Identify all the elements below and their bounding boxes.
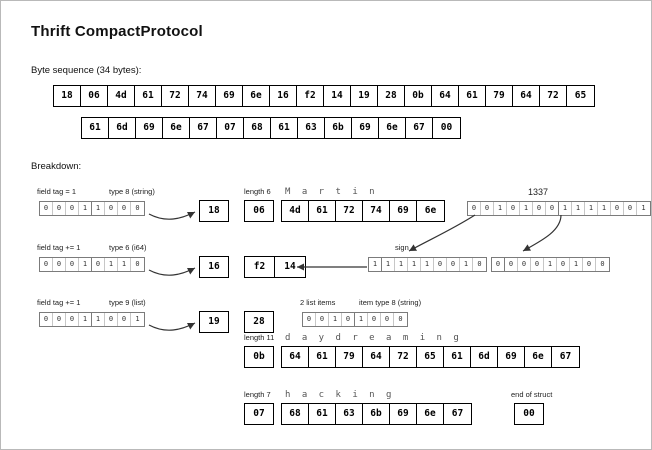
bit-cell: 0 — [118, 202, 131, 215]
byte-cell: 6e — [243, 86, 270, 106]
bit-cell: 1 — [598, 202, 611, 215]
byte-cell: 72 — [162, 86, 189, 106]
byte-cell: 64 — [282, 347, 309, 367]
byte-cell: 28 — [378, 86, 405, 106]
bit-cell: 1 — [585, 202, 598, 215]
bit-cell: 1 — [408, 258, 421, 271]
byte-cell: 61 — [271, 118, 298, 138]
row3-list-byte: 28 — [244, 311, 274, 333]
byte-cell: 6d — [109, 118, 136, 138]
bit-cell: 0 — [557, 258, 570, 271]
bit-cell: 0 — [92, 258, 105, 271]
bit-cell: 0 — [533, 202, 546, 215]
bit-cell: 1 — [369, 258, 382, 271]
byte-cell: 69 — [498, 347, 525, 367]
bit-cell: 0 — [53, 258, 66, 271]
byte-cell: 69 — [390, 404, 417, 424]
row4-chars: d a y d r e a m i n g — [285, 333, 462, 343]
row5-length-byte: 07 — [244, 403, 274, 425]
bit-cell: 1 — [135, 315, 140, 323]
row3-list-count-label: 2 list items — [300, 298, 336, 307]
bit-cell: 0 — [398, 315, 403, 323]
byte-sequence-row-2 — [81, 117, 461, 139]
bit-cell: 0 — [118, 313, 131, 326]
sign-label: sign — [395, 243, 409, 252]
byte-cell: 6e — [417, 404, 444, 424]
byte-cell: 72 — [390, 347, 417, 367]
byte-sequence-row-1 — [53, 85, 595, 107]
row1-data-bytes — [281, 200, 445, 222]
byte-cell: 19 — [351, 86, 378, 106]
bit-cell: 0 — [381, 313, 394, 326]
row3-tag-label: field tag += 1 — [37, 298, 81, 307]
bit-cell: 1 — [329, 313, 342, 326]
byte-cell: 16 — [270, 86, 297, 106]
byte-cell: 6d — [471, 347, 498, 367]
row3-bit-row — [39, 312, 145, 327]
byte-cell: 72 — [336, 201, 363, 221]
bit-cell: 0 — [492, 258, 505, 271]
end-of-struct-byte: 00 — [514, 403, 544, 425]
bit-cell: 0 — [316, 313, 329, 326]
bit-cell: 0 — [135, 260, 140, 268]
bit-cell: 0 — [518, 258, 531, 271]
row1-bit-row — [39, 201, 145, 216]
byte-cell: 4d — [108, 86, 135, 106]
byte-cell: 18 — [54, 86, 81, 106]
bit-cell: 0 — [303, 313, 316, 326]
bit-cell: 1 — [105, 258, 118, 271]
byte-cell: 14 — [275, 257, 305, 277]
byte-cell: 79 — [486, 86, 513, 106]
row3-byte: 19 — [199, 311, 229, 333]
row1-type-label: type 8 (string) — [109, 187, 155, 196]
byte-cell: 63 — [336, 404, 363, 424]
row1-byte: 18 — [199, 200, 229, 222]
row4-length-byte: 0b — [244, 346, 274, 368]
byte-cell: f2 — [297, 86, 324, 106]
row2-byte: 16 — [199, 256, 229, 278]
bit-cell: 0 — [447, 258, 460, 271]
byte-cell: 67 — [190, 118, 217, 138]
bit-cell: 0 — [40, 313, 53, 326]
bit-cell: 0 — [468, 202, 481, 215]
bit-cell: 1 — [355, 313, 368, 326]
bit-cell: 1 — [460, 258, 473, 271]
row2-value-bytes — [244, 256, 306, 278]
byte-cell: 67 — [406, 118, 433, 138]
row2-bit-row — [39, 257, 145, 272]
byte-cell: 65 — [417, 347, 444, 367]
byte-cell: 61 — [309, 201, 336, 221]
breakdown-label: Breakdown: — [31, 161, 82, 172]
row3-type-label: type 9 (list) — [109, 298, 146, 307]
bit-cell: 0 — [600, 260, 605, 268]
byte-cell: 6b — [363, 404, 390, 424]
byte-cell: 69 — [136, 118, 163, 138]
row5-chars: h a c k i n g — [285, 390, 395, 400]
byte-cell: 67 — [552, 347, 579, 367]
row2-tag-label: field tag += 1 — [37, 243, 81, 252]
bit-cell: 1 — [421, 258, 434, 271]
byte-cell: 00 — [433, 118, 460, 138]
bit-cell: 0 — [53, 313, 66, 326]
bit-cell: 1 — [544, 258, 557, 271]
byte-cell: f2 — [245, 257, 275, 277]
byte-sequence-label: Byte sequence (34 bytes): — [31, 65, 142, 76]
byte-cell: 72 — [540, 86, 567, 106]
byte-cell: 68 — [244, 118, 271, 138]
bit-cell: 0 — [505, 258, 518, 271]
bit-cell: 1 — [641, 204, 646, 212]
byte-cell: 4d — [282, 201, 309, 221]
byte-cell: 6e — [163, 118, 190, 138]
row1-length-byte: 06 — [244, 200, 274, 222]
bit-cell: 1 — [92, 202, 105, 215]
row3-list-type-label: item type 8 (string) — [359, 298, 422, 307]
bit-cell: 0 — [583, 258, 596, 271]
byte-cell: 6e — [417, 201, 444, 221]
bit-cell: 0 — [53, 202, 66, 215]
byte-cell: 65 — [567, 86, 594, 106]
row4-data-bytes — [281, 346, 580, 368]
byte-cell: 6b — [325, 118, 352, 138]
row5-length-label: length 7 — [244, 390, 271, 399]
bit-cell: 1 — [395, 258, 408, 271]
bit-cell: 0 — [66, 202, 79, 215]
bit-cell: 0 — [477, 260, 482, 268]
bit-cell: 1 — [559, 202, 572, 215]
row1-length-label: length 6 — [244, 187, 271, 196]
varint-bits-left — [368, 257, 487, 272]
byte-cell: 64 — [432, 86, 459, 106]
bit-cell: 1 — [570, 258, 583, 271]
bit-cell: 0 — [546, 202, 559, 215]
bit-cell: 1 — [118, 258, 131, 271]
byte-cell: 61 — [459, 86, 486, 106]
bit-cell: 0 — [624, 202, 637, 215]
byte-cell: 64 — [363, 347, 390, 367]
bit-cell: 0 — [40, 202, 53, 215]
number-bit-row — [467, 201, 651, 216]
bit-cell: 0 — [40, 258, 53, 271]
bit-cell: 1 — [520, 202, 533, 215]
byte-cell: 63 — [298, 118, 325, 138]
varint-bits-right — [491, 257, 610, 272]
bit-cell: 0 — [105, 202, 118, 215]
byte-cell: 68 — [282, 404, 309, 424]
bit-cell: 0 — [507, 202, 520, 215]
bit-cell: 0 — [434, 258, 447, 271]
bit-cell: 0 — [66, 258, 79, 271]
bit-cell: 0 — [611, 202, 624, 215]
bit-cell: 0 — [481, 202, 494, 215]
bit-cell: 1 — [382, 258, 395, 271]
byte-cell: 6e — [379, 118, 406, 138]
byte-cell: 69 — [216, 86, 243, 106]
bit-cell: 1 — [92, 313, 105, 326]
byte-cell: 0b — [405, 86, 432, 106]
page-title: Thrift CompactProtocol — [31, 23, 203, 40]
byte-cell: 67 — [444, 404, 471, 424]
bit-cell: 1 — [79, 258, 92, 271]
bit-cell: 0 — [135, 204, 140, 212]
byte-cell: 06 — [81, 86, 108, 106]
row2-type-label: type 6 (i64) — [109, 243, 147, 252]
bit-cell: 0 — [531, 258, 544, 271]
bit-cell: 1 — [572, 202, 585, 215]
row1-chars: M a r t i n — [285, 187, 378, 197]
byte-cell: 61 — [82, 118, 109, 138]
byte-cell: 14 — [324, 86, 351, 106]
byte-cell: 61 — [135, 86, 162, 106]
bit-cell: 0 — [105, 313, 118, 326]
byte-cell: 61 — [309, 404, 336, 424]
bit-cell: 0 — [368, 313, 381, 326]
byte-cell: 69 — [390, 201, 417, 221]
row5-data-bytes — [281, 403, 472, 425]
bit-cell: 0 — [342, 313, 355, 326]
byte-cell: 61 — [309, 347, 336, 367]
byte-cell: 64 — [513, 86, 540, 106]
byte-cell: 07 — [217, 118, 244, 138]
bit-cell: 1 — [494, 202, 507, 215]
row1-tag-label: field tag = 1 — [37, 187, 76, 196]
number-label: 1337 — [528, 187, 549, 197]
byte-cell: 61 — [444, 347, 471, 367]
byte-cell: 74 — [363, 201, 390, 221]
byte-cell: 79 — [336, 347, 363, 367]
bit-cell: 1 — [79, 313, 92, 326]
byte-cell: 74 — [189, 86, 216, 106]
bit-cell: 0 — [66, 313, 79, 326]
byte-cell: 6e — [525, 347, 552, 367]
row3-list-bit-row — [302, 312, 408, 327]
bit-cell: 1 — [79, 202, 92, 215]
end-of-struct-label: end of struct — [511, 390, 553, 399]
row4-length-label: length 11 — [244, 333, 275, 342]
byte-cell: 69 — [352, 118, 379, 138]
